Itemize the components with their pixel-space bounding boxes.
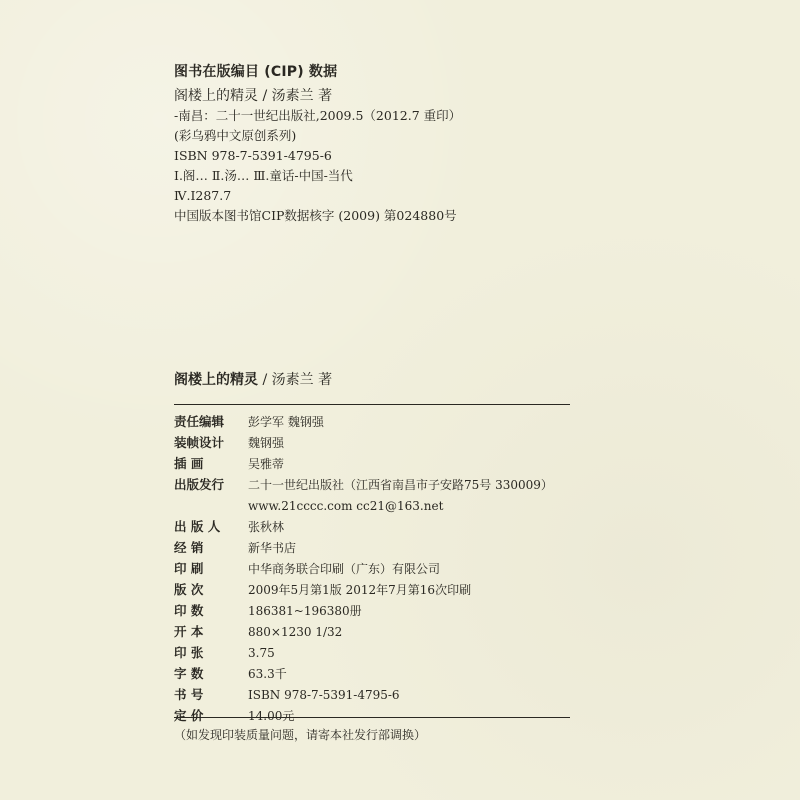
cip-data-block xyxy=(174,62,594,226)
detail-value: 吴雅蒂 xyxy=(248,457,285,471)
detail-row-printing xyxy=(174,559,570,580)
cip-isbn-line: ISBN 978-7-5391-4795-6 xyxy=(174,148,332,163)
detail-row-word-count xyxy=(174,664,570,685)
cip-record-number-line: 中国版本图书馆CIP数据核字 (2009) 第024880号 xyxy=(174,208,457,223)
detail-row-distribution xyxy=(174,538,570,559)
detail-row-illustration xyxy=(174,454,570,475)
quality-notice: （如发现印装质量问题，请寄本社发行部调换） xyxy=(174,728,427,742)
detail-label: 印 刷 xyxy=(174,561,204,576)
detail-value: 彭学军 魏钢强 xyxy=(248,415,324,429)
detail-row-print-run xyxy=(174,601,570,622)
detail-value: 880×1230 1/32 xyxy=(248,625,343,639)
detail-label: 定 价 xyxy=(174,708,204,723)
detail-value: ISBN 978-7-5391-4795-6 xyxy=(248,688,400,702)
book-title-line xyxy=(174,370,570,390)
book-title: 阁楼上的精灵 xyxy=(174,372,258,388)
detail-value: 14.00元 xyxy=(248,709,295,723)
book-title-block xyxy=(174,370,570,390)
bottom-divider xyxy=(174,717,570,718)
detail-row-design xyxy=(174,433,570,454)
book-author: 汤素兰 著 xyxy=(271,372,333,388)
detail-value: 魏钢强 xyxy=(248,436,285,450)
detail-label: 出版发行 xyxy=(174,477,225,492)
cip-publication-line: -南昌：二十一世纪出版社,2009.5（2012.7 重印） xyxy=(174,108,462,123)
detail-label: 出 版 人 xyxy=(174,519,221,534)
detail-label: 印 数 xyxy=(174,603,204,618)
cip-subject-line: Ⅰ.阁… Ⅱ.汤… Ⅲ.童话-中国-当代 xyxy=(174,168,353,183)
detail-label: 印 张 xyxy=(174,645,204,660)
detail-row-web xyxy=(174,496,570,517)
detail-row-publisher xyxy=(174,475,570,496)
cip-classification-line: Ⅳ.I287.7 xyxy=(174,188,232,203)
detail-value: 2009年5月第1版 2012年7月第16次印刷 xyxy=(248,583,472,597)
detail-row-edition xyxy=(174,580,570,601)
detail-value: 186381~196380册 xyxy=(248,604,362,618)
title-separator: / xyxy=(258,372,272,388)
detail-label: 版 次 xyxy=(174,582,204,597)
cip-header: 图书在版编目 (CIP) 数据 xyxy=(174,64,338,80)
detail-row-sheets xyxy=(174,643,570,664)
detail-value: 张秋林 xyxy=(248,520,285,534)
detail-label: 插 画 xyxy=(174,456,204,471)
top-divider xyxy=(174,404,570,405)
detail-label: 装帧设计 xyxy=(174,435,225,450)
detail-row-format xyxy=(174,622,570,643)
detail-value: 3.75 xyxy=(248,646,275,660)
detail-value: 新华书店 xyxy=(248,541,297,555)
detail-label: 经 销 xyxy=(174,540,204,555)
detail-row-isbn xyxy=(174,685,570,706)
detail-label: 开 本 xyxy=(174,624,204,639)
detail-row-editor xyxy=(174,412,570,433)
detail-label: 字 数 xyxy=(174,666,204,681)
cip-series-line: (彩乌鸦中文原创系列) xyxy=(174,128,297,143)
detail-label: 责任编辑 xyxy=(174,414,225,429)
detail-value: 中华商务联合印刷（广东）有限公司 xyxy=(248,562,441,576)
detail-value: 二十一世纪出版社（江西省南昌市子安路75号 330009） xyxy=(248,478,553,492)
detail-row-publisher-person xyxy=(174,517,570,538)
detail-value: 63.3千 xyxy=(248,667,287,681)
cip-title-line: 阁楼上的精灵 / 汤素兰 著 xyxy=(174,88,333,104)
detail-label: 书 号 xyxy=(174,687,204,702)
publisher-web-contact: www.21cccc.com cc21@163.net xyxy=(248,499,444,513)
publication-details xyxy=(174,412,570,727)
